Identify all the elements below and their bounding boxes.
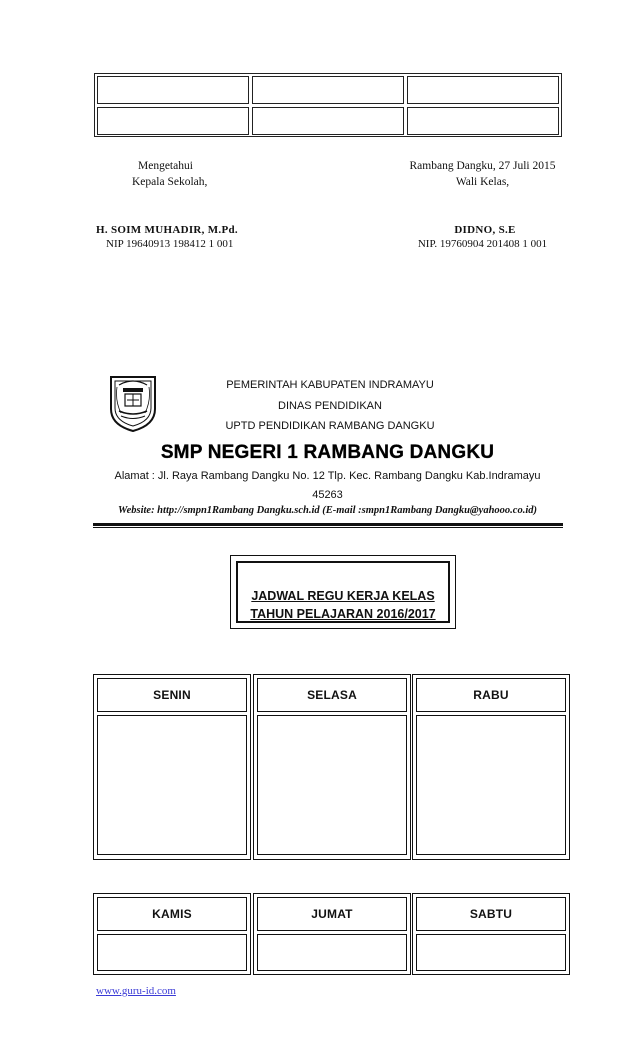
- signature-right-line2: Wali Kelas,: [455, 176, 510, 188]
- day-body-senin: [97, 715, 247, 855]
- signature-right-line1: Rambang Dangku, 27 Juli 2015: [409, 160, 556, 172]
- signature-left: [96, 158, 246, 190]
- day-header-kamis: KAMIS: [97, 897, 247, 931]
- day-header-jumat: JUMAT: [257, 897, 407, 931]
- letterhead-line2: DINAS PENDIDIKAN: [278, 400, 382, 412]
- letterhead-divider: [93, 523, 563, 526]
- day-box-senin: [93, 674, 251, 860]
- day-header-senin: SENIN: [97, 678, 247, 712]
- title-line1: JADWAL REGU KERJA KELAS: [251, 589, 435, 603]
- signature-right: [395, 158, 570, 190]
- principal-nip: NIP 19640913 198412 1 001: [106, 238, 234, 250]
- website-email: Website: http://smpn1Rambang Dangku.sch.id (E-mail :smpn1Rambang Dangku@yahooo.co.id): [118, 505, 537, 516]
- day-box-kamis: [93, 893, 251, 975]
- letterhead-divider-thin: [93, 527, 563, 528]
- day-body-sabtu: [416, 934, 566, 971]
- school-name: SMP NEGERI 1 RAMBANG DANGKU: [160, 442, 495, 463]
- day-body-kamis: [97, 934, 247, 971]
- table-cell: [252, 107, 404, 135]
- previous-schedule-table: [94, 73, 562, 137]
- address-line2: 45263: [312, 489, 343, 501]
- teacher-nip: NIP. 19760904 201408 1 001: [417, 238, 548, 250]
- table-cell: [97, 76, 249, 104]
- day-body-jumat: [257, 934, 407, 971]
- signature-left-line1: Mengetahui: [138, 160, 193, 172]
- day-body-rabu: [416, 715, 566, 855]
- letterhead-line3: UPTD PENDIDIKAN RAMBANG DANGKU: [225, 420, 435, 432]
- title-line2: TAHUN PELAJARAN 2016/2017: [250, 607, 436, 621]
- day-box-rabu: [412, 674, 570, 860]
- address-line1: Alamat : Jl. Raya Rambang Dangku No. 12 Tlp. Kec. Rambang Dangku Kab.Indramayu: [114, 470, 541, 482]
- day-header-sabtu: SABTU: [416, 897, 566, 931]
- table-cell: [407, 107, 559, 135]
- footer-website-link[interactable]: www.guru-id.com: [96, 985, 176, 997]
- regency-emblem-icon: [105, 371, 161, 433]
- day-box-selasa: [253, 674, 411, 860]
- day-body-selasa: [257, 715, 407, 855]
- table-cell: [252, 76, 404, 104]
- day-header-rabu: RABU: [416, 678, 566, 712]
- table-cell: [97, 107, 249, 135]
- table-cell: [407, 76, 559, 104]
- signature-left-line2: Kepala Sekolah,: [132, 176, 208, 188]
- teacher-name: DIDNO, S.E: [454, 224, 516, 236]
- day-box-sabtu: [412, 893, 570, 975]
- day-box-jumat: [253, 893, 411, 975]
- day-header-selasa: SELASA: [257, 678, 407, 712]
- principal-name: H. SOIM MUHADIR, M.Pd.: [96, 224, 238, 236]
- letterhead-line1: PEMERINTAH KABUPATEN INDRAMAYU: [226, 379, 434, 391]
